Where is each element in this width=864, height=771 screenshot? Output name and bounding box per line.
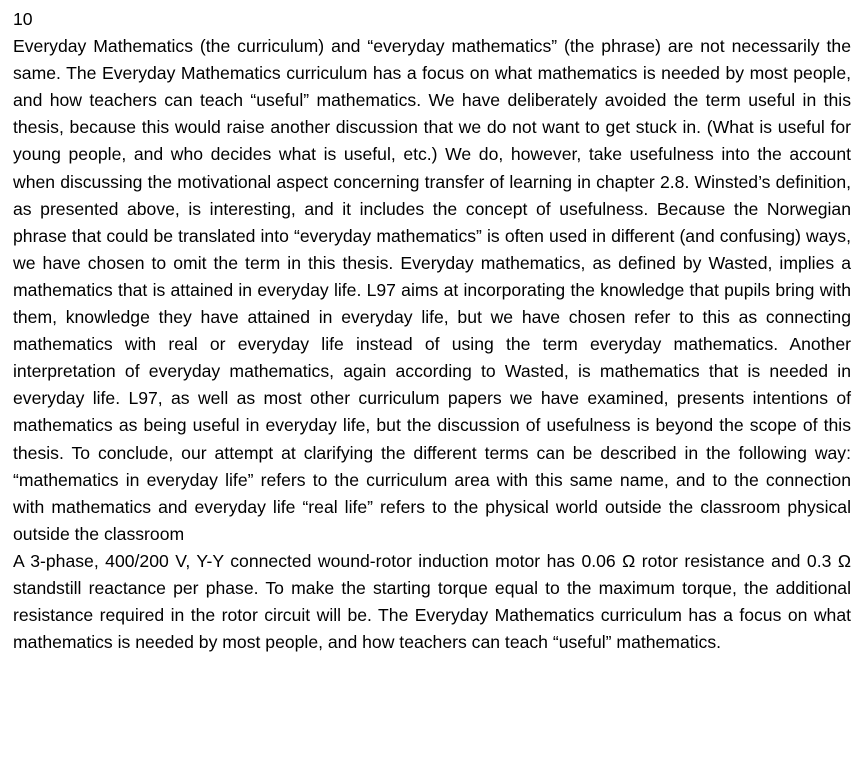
document-page — [13, 6, 851, 656]
page-number: 10 — [13, 9, 33, 29]
body-paragraph-1: Everyday Mathematics (the curriculum) and “everyday mathematics” (the phrase) are not necessarily the same. The Everyday Mathematics curriculum has a focus on what mathematics is needed by most people, and how teachers can teach “useful” mathematics. We have deliberately avoided the term useful in this thesis, because this would raise another discussion that we do not want to get stuck in. (What is useful for young people, and who decides what is useful, etc.) We do, however, take usefulness into the account when discussing the motivational aspect concerning transfer of learning in chapter 2.8. Winsted’s definition, as presented above, is interesting, and it includes the concept of usefulness. Because the Norwegian phrase that could be translated into “everyday mathematics” is often used in different (and confusing) ways, we have chosen to omit the term in this thesis. Everyday mathematics, as defined by Wasted, implies a mathematics that is attained in everyday life. L97 aims at incorporating the knowledge that pupils bring with them, knowledge they have attained in everyday life, but we have chosen refer to this as connecting mathematics with real or everyday life instead of using the term everyday mathematics. Another interpretation of everyday mathematics, again according to Wasted, is mathematics that is needed in everyday life. L97, as well as most other curriculum papers we have examined, presents intentions of mathematics as being useful in everyday life, but the discussion of usefulness is beyond the scope of this thesis. To conclude, our attempt at clarifying the different terms can be described in the following way: “mathematics in everyday life” refers to the curriculum area with this same name, and to the connection with mathematics and everyday life “real life” refers to the physical world outside the classroom physical outside the classroom — [13, 36, 851, 544]
body-paragraph-2: A 3-phase, 400/200 V, Y-Y connected wound-rotor induction motor has 0.06 Ω rotor resistance and 0.3 Ω standstill reactance per phase. To make the starting torque equal to the maximum torque, the additional resistance required in the rotor circuit will be. The Everyday Mathematics curriculum has a focus on what mathematics is needed by most people, and how teachers can teach “useful” mathematics. — [13, 550, 851, 653]
